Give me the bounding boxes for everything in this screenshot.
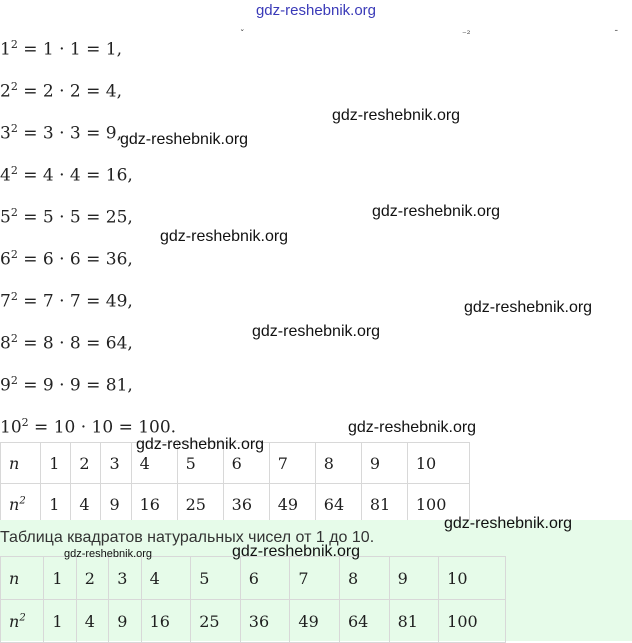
table-cell: 1 [44,600,76,643]
table-cell: 100 [407,484,469,525]
table-cell: 4 [131,443,177,484]
equation-9: $9^2 = 9 \cdot 9 = 81$, [0,374,133,396]
squares-table-top [0,442,470,525]
equation-4: $4^2 = 4 \cdot 4 = 16$, [0,164,133,186]
table-head-n: n [1,443,41,484]
speck-mark: ˉ [614,30,619,40]
table-cell: 100 [439,600,506,643]
table-cell: 49 [290,600,340,643]
table-cell: 3 [101,443,131,484]
table-cell: 4 [141,557,191,600]
speck-mark: ˇ [240,30,245,40]
watermark: gdz-reshebnik.org [120,131,249,148]
table-cell: 10 [407,443,469,484]
equation-10: $10^2 = 10 \cdot 10 = 100$. [0,416,177,438]
table-caption: Таблица квадратов натуральных чисел от 1 до 10. [0,529,375,546]
watermark: gdz-reshebnik.org [372,203,501,220]
table-cell: 9 [101,484,131,525]
table-head-n-squared: $n^2$ [1,484,41,525]
speck-mark: ⁻² [462,30,471,40]
equation-2: $2^2 = 2 \cdot 2 = 4$, [0,80,122,102]
watermark: gdz-reshebnik.org [464,299,593,316]
table-cell: 10 [439,557,506,600]
table-cell: 3 [109,557,141,600]
table-cell: 64 [315,484,361,525]
table-cell: 25 [177,484,223,525]
equation-3: $3^2 = 3 \cdot 3 = 9$, [0,122,122,144]
table-row-n-squared [1,484,470,525]
table-cell: 7 [269,443,315,484]
table-cell: 9 [361,443,407,484]
table-cell: 8 [339,557,389,600]
equation-6: $6^2 = 6 \cdot 6 = 36$, [0,248,133,270]
watermark: gdz-reshebnik.org [332,107,461,124]
table-cell: 2 [76,557,108,600]
squares-table-bottom [0,556,506,643]
watermark: gdz-reshebnik.org [160,228,289,245]
table-cell: 16 [131,484,177,525]
watermark: gdz-reshebnik.org [348,419,477,436]
table-cell: 4 [71,484,101,525]
table-cell: 7 [290,557,340,600]
watermark: gdz-reshebnik.org [252,323,381,340]
table-cell: 6 [223,443,269,484]
equation-5: $5^2 = 5 \cdot 5 = 25$, [0,206,133,228]
table-cell: 49 [269,484,315,525]
table-cell: 2 [71,443,101,484]
table-cell: 4 [76,600,108,643]
table-cell: 9 [389,557,439,600]
table-row-n-squared [1,600,506,643]
table-cell: 16 [141,600,191,643]
table-cell: 36 [240,600,290,643]
table-cell: 1 [41,443,71,484]
table-head-n-squared: $n^2$ [1,600,44,643]
table-cell: 36 [223,484,269,525]
equation-1: $1^2 = 1 \cdot 1 = 1$, [0,38,122,60]
table-head-n: n [1,557,44,600]
table-cell: 1 [41,484,71,525]
table-cell: 8 [315,443,361,484]
equation-7: $7^2 = 7 \cdot 7 = 49$, [0,290,133,312]
equation-8: $8^2 = 8 \cdot 8 = 64$, [0,332,133,354]
table-row-n [1,557,506,600]
header-watermark: gdz-reshebnik.org [255,2,377,19]
table-cell: 1 [44,557,76,600]
table-cell: 81 [389,600,439,643]
table-cell: 64 [339,600,389,643]
table-cell: 5 [191,557,241,600]
watermark: gdz-reshebnik.org [444,515,573,532]
table-cell: 9 [109,600,141,643]
watermark: gdz-reshebnik.org [64,548,153,560]
watermark: gdz-reshebnik.org [232,543,361,560]
table-cell: 25 [191,600,241,643]
table-cell: 5 [177,443,223,484]
table-cell: 81 [361,484,407,525]
table-cell: 6 [240,557,290,600]
watermark: gdz-reshebnik.org [136,436,265,453]
